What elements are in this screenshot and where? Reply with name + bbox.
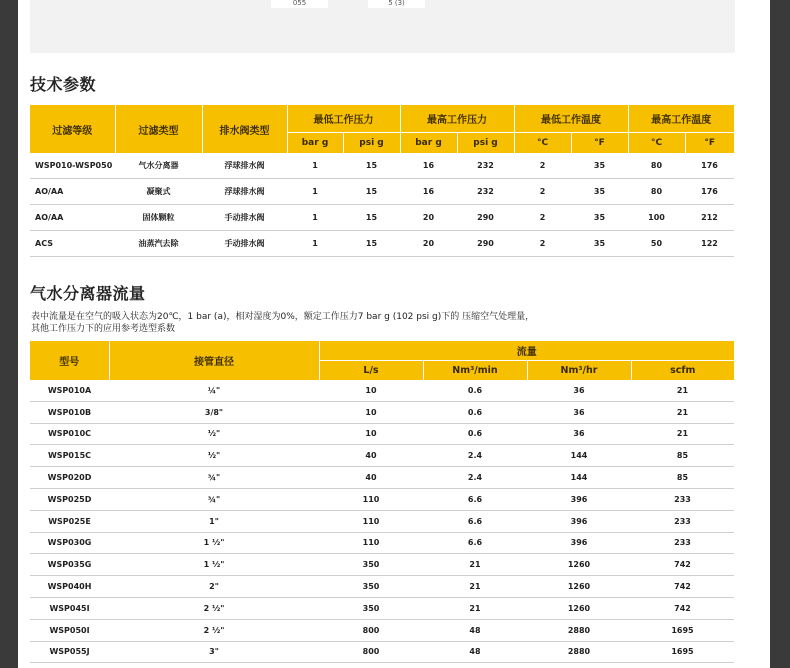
table-cell: 10 xyxy=(319,380,423,401)
unit-header: bar g xyxy=(287,133,343,154)
table-cell: WSP020D xyxy=(30,467,109,489)
table-cell: 36 xyxy=(527,423,631,445)
unit-header: °C xyxy=(628,133,685,154)
table-row xyxy=(30,401,734,423)
header-max-temp: 最高工作温度 xyxy=(628,105,734,133)
previous-table-tail xyxy=(30,0,735,53)
table-cell: 36 xyxy=(527,380,631,401)
header-grade: 过滤等级 xyxy=(30,105,115,153)
unit-header: °F xyxy=(685,133,734,154)
table-cell: 176 xyxy=(685,153,734,179)
table-cell: 396 xyxy=(527,532,631,554)
table-cell: 176 xyxy=(685,179,734,205)
table-cell: 1 xyxy=(287,205,343,231)
flow-note-line1: 表中流量是在空气的吸入状态为20℃，1 bar (a)，相对湿度为0%，额定工作压力7 bar g (102 psi g)下的 压缩空气处理量， xyxy=(31,312,535,322)
table-cell: 气水分离器 xyxy=(115,153,202,179)
table-cell: 110 xyxy=(319,488,423,510)
table-cell: WSP045I xyxy=(30,597,109,619)
unit-header: bar g xyxy=(400,133,457,154)
table-cell: 290 xyxy=(457,205,514,231)
table-cell: 80 xyxy=(628,179,685,205)
table-cell: 15 xyxy=(343,153,400,179)
unit-header: psi g xyxy=(457,133,514,154)
table-cell: 21 xyxy=(423,576,527,598)
table-cell: 2" xyxy=(109,576,319,598)
table-cell: 35 xyxy=(571,179,628,205)
table-cell: ½" xyxy=(109,423,319,445)
table-row xyxy=(30,380,734,401)
table-cell: 10 xyxy=(319,423,423,445)
table-cell: 16 xyxy=(400,179,457,205)
header-flow: 流量 xyxy=(319,341,734,361)
table-cell: 2 xyxy=(514,231,571,257)
table-cell: 800 xyxy=(319,619,423,641)
table-row xyxy=(30,597,734,619)
table-cell: WSP055J xyxy=(30,641,109,663)
table-cell: 742 xyxy=(631,554,734,576)
table-cell: 85 xyxy=(631,445,734,467)
table-cell: ½" xyxy=(109,445,319,467)
table-cell: 2880 xyxy=(527,619,631,641)
table-cell: 2 ½" xyxy=(109,597,319,619)
table-cell: 100 xyxy=(628,205,685,231)
table-row xyxy=(30,619,734,641)
table-cell: WSP025D xyxy=(30,488,109,510)
table-cell: 1 xyxy=(287,179,343,205)
table-cell: 21 xyxy=(631,423,734,445)
table-cell: 35 xyxy=(571,205,628,231)
header-pipe: 接管直径 xyxy=(109,341,319,380)
table-cell: 浮球排水阀 xyxy=(202,179,287,205)
table-row xyxy=(30,467,734,489)
table-cell: 2 xyxy=(514,205,571,231)
header-min-temp: 最低工作温度 xyxy=(514,105,628,133)
table-cell: WSP050I xyxy=(30,619,109,641)
table-cell: 凝聚式 xyxy=(115,179,202,205)
table-cell: 85 xyxy=(631,467,734,489)
flow-note xyxy=(31,311,631,335)
table-cell: WSP030G xyxy=(30,532,109,554)
table-cell: 233 xyxy=(631,532,734,554)
header-min-pressure: 最低工作压力 xyxy=(287,105,400,133)
table-cell: AO/AA xyxy=(30,205,115,231)
table-cell: 1695 xyxy=(631,619,734,641)
table-cell: 1 xyxy=(287,231,343,257)
unit-header: °F xyxy=(571,133,628,154)
table-cell: AO/AA xyxy=(30,179,115,205)
table-cell: WSP025E xyxy=(30,510,109,532)
table-cell: 800 xyxy=(319,641,423,663)
table-cell: WSP010A xyxy=(30,380,109,401)
table-cell: 3/8" xyxy=(109,401,319,423)
table-cell: 110 xyxy=(319,510,423,532)
table-cell: 290 xyxy=(457,231,514,257)
table-cell: ¾" xyxy=(109,467,319,489)
table-cell: 1 xyxy=(287,153,343,179)
unit-header: Nm³/hr xyxy=(527,361,631,381)
table-cell: 396 xyxy=(527,510,631,532)
table-cell: WSP015C xyxy=(30,445,109,467)
table-cell: 6.6 xyxy=(423,532,527,554)
table-cell: 3" xyxy=(109,641,319,663)
table-row xyxy=(30,510,734,532)
table-cell: ¾" xyxy=(109,488,319,510)
table-cell: 742 xyxy=(631,576,734,598)
table-cell: 15 xyxy=(343,231,400,257)
table-cell: 21 xyxy=(423,554,527,576)
table-cell: 2.4 xyxy=(423,467,527,489)
table-cell: 233 xyxy=(631,510,734,532)
table-cell: 10 xyxy=(319,401,423,423)
table-cell: 40 xyxy=(319,467,423,489)
tech-title: 技术参数 xyxy=(30,75,97,94)
table-cell: 232 xyxy=(457,153,514,179)
flow-title: 气水分离器流量 xyxy=(30,284,146,303)
table-row xyxy=(30,205,734,231)
unit-header: Nm³/min xyxy=(423,361,527,381)
table-cell: 742 xyxy=(631,597,734,619)
table-cell: 手动排水阀 xyxy=(202,231,287,257)
flow-table xyxy=(30,341,734,663)
table-cell: WSP010-WSP050 xyxy=(30,153,115,179)
table-cell: WSP010B xyxy=(30,401,109,423)
table-cell: 21 xyxy=(631,401,734,423)
table-cell: 21 xyxy=(631,380,734,401)
table-cell: 固体颗粒 xyxy=(115,205,202,231)
table-cell: 396 xyxy=(527,488,631,510)
unit-header: psi g xyxy=(343,133,400,154)
table-cell: 233 xyxy=(631,488,734,510)
table-cell: 手动排水阀 xyxy=(202,205,287,231)
table-cell: 0.6 xyxy=(423,423,527,445)
cell-fragment: 055 xyxy=(271,0,328,8)
table-cell: 122 xyxy=(685,231,734,257)
table-row xyxy=(30,488,734,510)
table-cell: 15 xyxy=(343,205,400,231)
table-cell: 油蒸汽去除 xyxy=(115,231,202,257)
table-cell: 35 xyxy=(571,231,628,257)
spec-page xyxy=(18,0,770,668)
header-max-pressure: 最高工作压力 xyxy=(400,105,514,133)
table-row xyxy=(30,231,734,257)
table-cell: 35 xyxy=(571,153,628,179)
table-cell: 0.6 xyxy=(423,380,527,401)
table-cell: 16 xyxy=(400,153,457,179)
table-cell: 40 xyxy=(319,445,423,467)
table-row xyxy=(30,153,734,179)
table-cell: 2880 xyxy=(527,641,631,663)
table-cell: 浮球排水阀 xyxy=(202,153,287,179)
table-cell: ACS xyxy=(30,231,115,257)
table-cell: 2 xyxy=(514,179,571,205)
table-cell: 1260 xyxy=(527,554,631,576)
unit-header: °C xyxy=(514,133,571,154)
table-row xyxy=(30,179,734,205)
table-cell: 212 xyxy=(685,205,734,231)
table-cell: 350 xyxy=(319,554,423,576)
table-cell: 2.4 xyxy=(423,445,527,467)
header-type: 过滤类型 xyxy=(115,105,202,153)
flow-note-line2: 其他工作压力下的应用参考选型系数 xyxy=(31,324,176,334)
header-model: 型号 xyxy=(30,341,109,380)
tech-table xyxy=(30,105,734,257)
table-cell: 110 xyxy=(319,532,423,554)
table-cell: 48 xyxy=(423,641,527,663)
table-cell: WSP010C xyxy=(30,423,109,445)
table-cell: 15 xyxy=(343,179,400,205)
table-cell: 1 ½" xyxy=(109,532,319,554)
table-row xyxy=(30,423,734,445)
table-cell: WSP040H xyxy=(30,576,109,598)
table-row xyxy=(30,445,734,467)
table-cell: 36 xyxy=(527,401,631,423)
table-cell: 350 xyxy=(319,597,423,619)
cell-fragment: 5 (3) xyxy=(368,0,425,8)
table-cell: 350 xyxy=(319,576,423,598)
table-cell: 50 xyxy=(628,231,685,257)
table-cell: 48 xyxy=(423,619,527,641)
table-row xyxy=(30,532,734,554)
table-cell: 6.6 xyxy=(423,510,527,532)
table-cell: 0.6 xyxy=(423,401,527,423)
table-cell: 1 ½" xyxy=(109,554,319,576)
table-cell: ¼" xyxy=(109,380,319,401)
table-cell: 80 xyxy=(628,153,685,179)
table-cell: 144 xyxy=(527,467,631,489)
table-cell: 6.6 xyxy=(423,488,527,510)
table-cell: WSP035G xyxy=(30,554,109,576)
table-row xyxy=(30,554,734,576)
table-row xyxy=(30,641,734,663)
table-cell: 144 xyxy=(527,445,631,467)
table-cell: 2 xyxy=(514,153,571,179)
table-cell: 1695 xyxy=(631,641,734,663)
unit-header: L/s xyxy=(319,361,423,381)
table-cell: 20 xyxy=(400,231,457,257)
table-row xyxy=(30,576,734,598)
table-cell: 20 xyxy=(400,205,457,231)
header-drain: 排水阀类型 xyxy=(202,105,287,153)
unit-header: scfm xyxy=(631,361,734,381)
table-cell: 1260 xyxy=(527,597,631,619)
table-cell: 1" xyxy=(109,510,319,532)
table-cell: 2 ½" xyxy=(109,619,319,641)
table-cell: 232 xyxy=(457,179,514,205)
table-cell: 1260 xyxy=(527,576,631,598)
table-cell: 21 xyxy=(423,597,527,619)
